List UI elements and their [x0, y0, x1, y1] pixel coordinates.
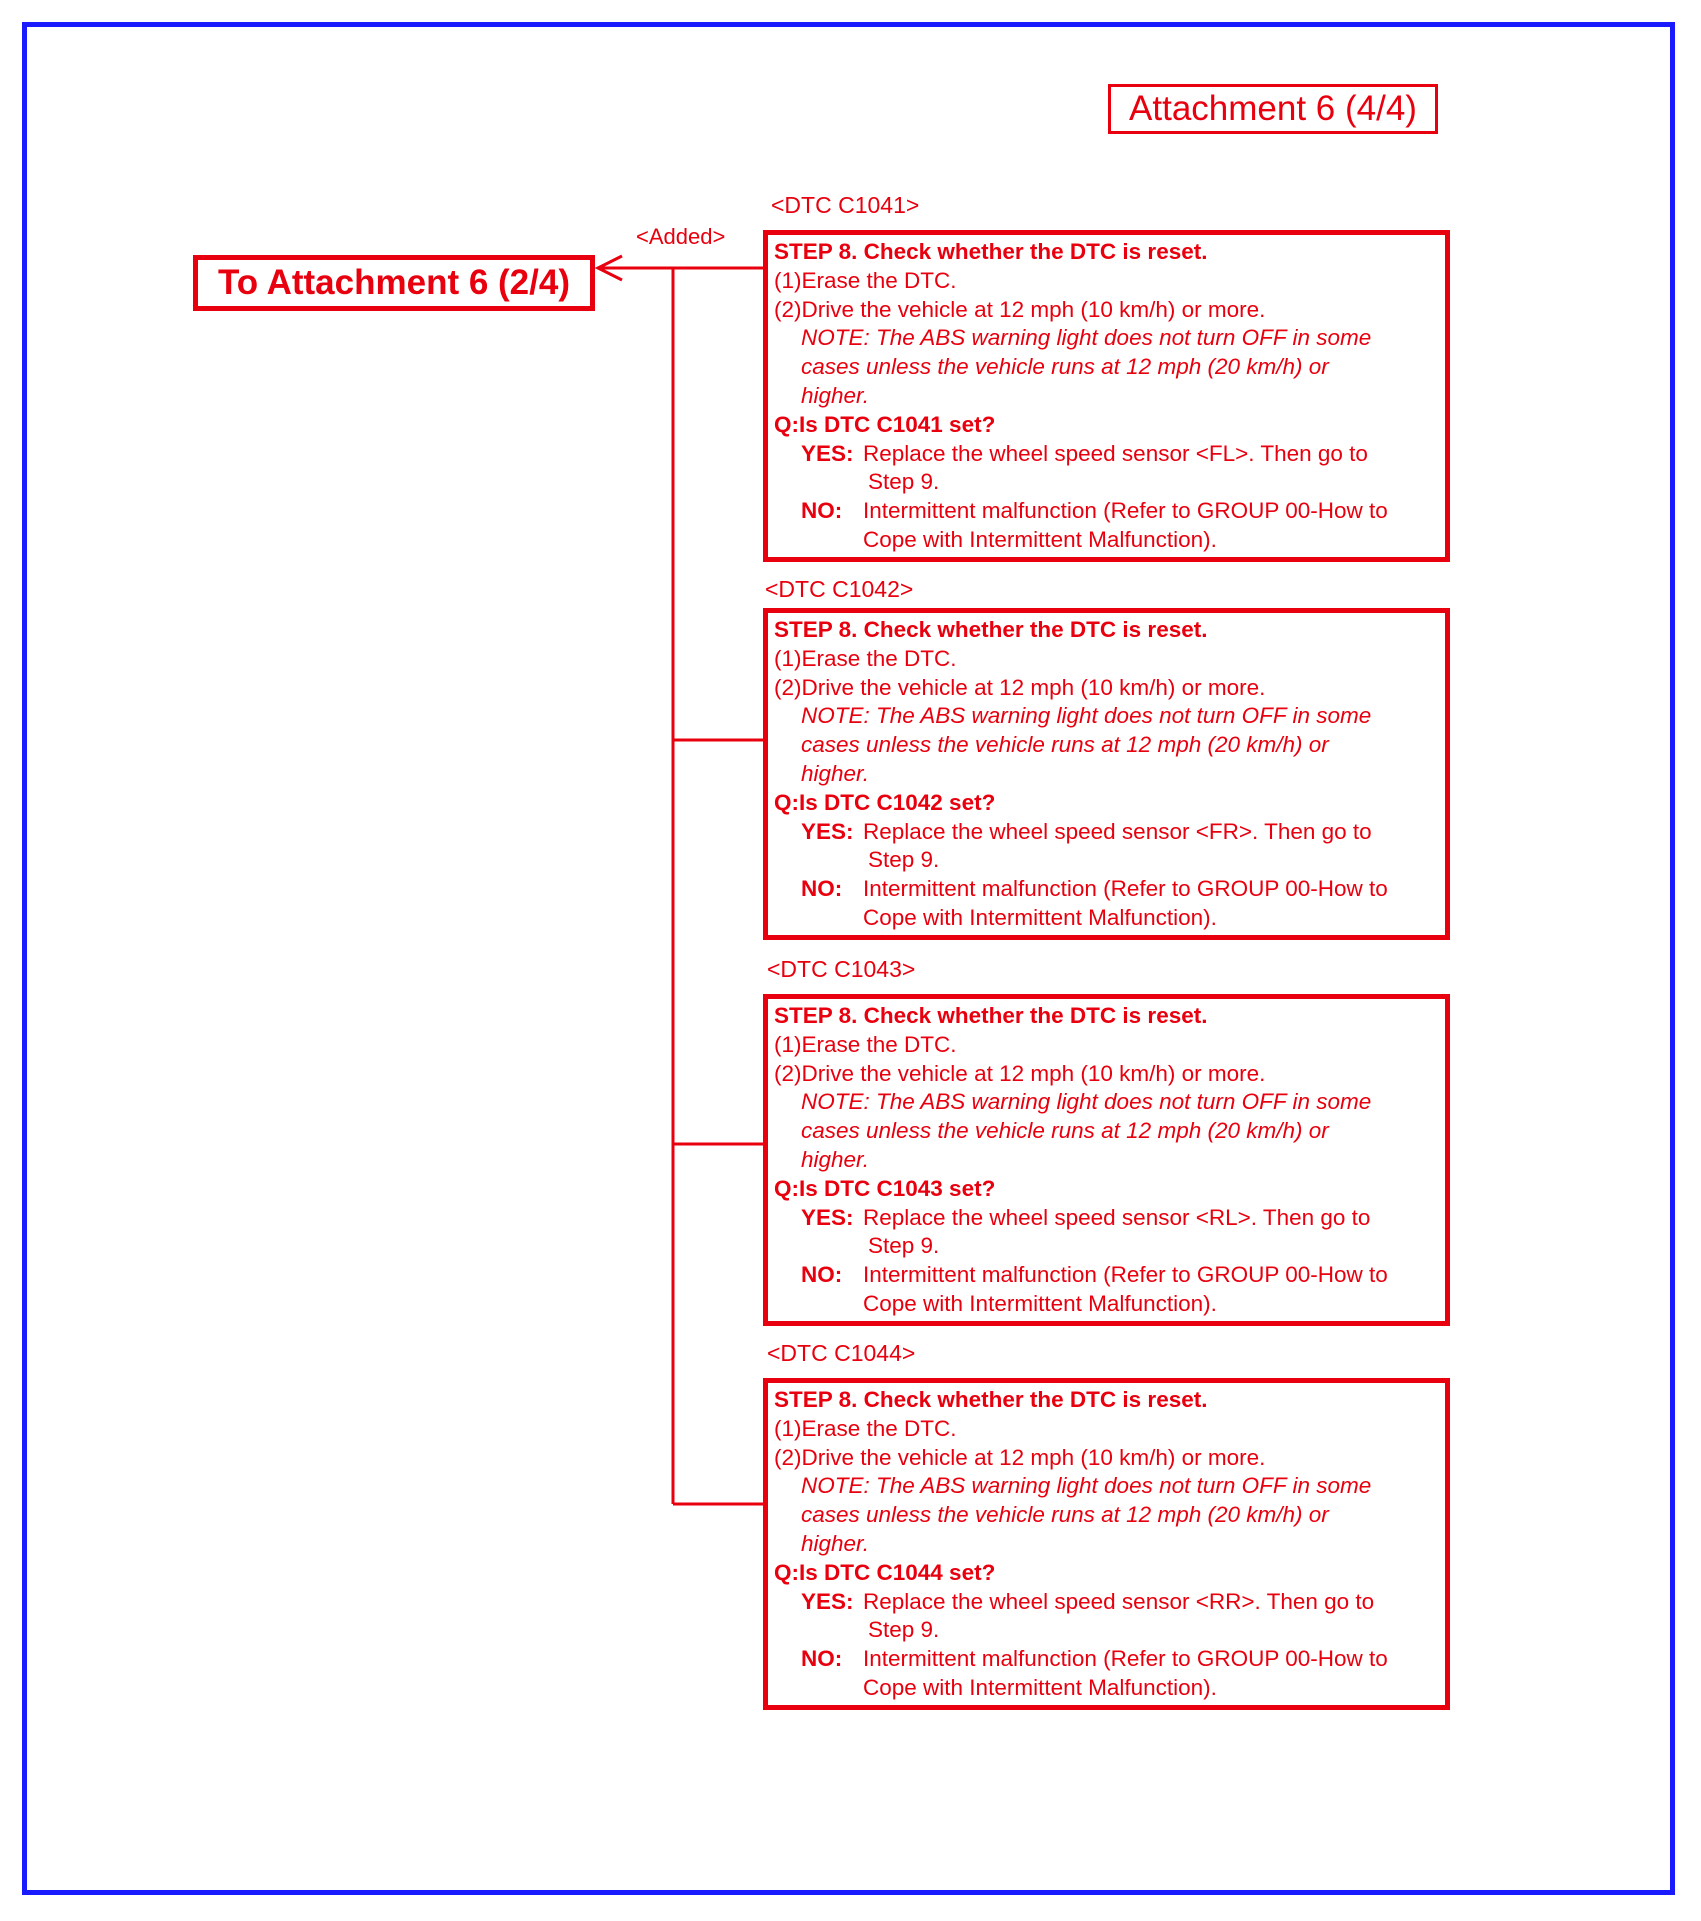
- yes-label: YES:: [801, 1588, 854, 1614]
- no-continuation: Cope with Intermittent Malfunction).: [863, 526, 1217, 552]
- note-line: higher.: [801, 1146, 869, 1172]
- no-label: NO:: [801, 1646, 843, 1672]
- note-line: higher.: [801, 382, 869, 408]
- dtc-label-c1043: <DTC C1043>: [767, 956, 916, 982]
- no-label: NO:: [801, 1262, 843, 1288]
- no-label: NO:: [801, 876, 843, 902]
- no-answer: [774, 1261, 1445, 1290]
- yes-answer: [774, 440, 1445, 469]
- yes-continuation: Step 9.: [868, 1233, 940, 1259]
- no-answer: [774, 497, 1445, 526]
- step-title: STEP 8. Check whether the DTC is reset.: [774, 1003, 1208, 1028]
- question: Q:Is DTC C1042 set?: [774, 789, 996, 815]
- yes-continuation: Step 9.: [868, 469, 940, 495]
- step-erase: (1)Erase the DTC.: [774, 1415, 957, 1441]
- note-line: cases unless the vehicle runs at 12 mph (20 km/h) or: [801, 1502, 1329, 1528]
- step-box-c1042: [763, 608, 1450, 940]
- no-label: NO:: [801, 498, 843, 524]
- yes-continuation: Step 9.: [868, 1617, 940, 1643]
- yes-text: Replace the wheel speed sensor <FL>. Then go to: [863, 440, 1368, 466]
- dtc-label-c1044: <DTC C1044>: [767, 1340, 916, 1366]
- yes-text: Replace the wheel speed sensor <RL>. Then go to: [863, 1204, 1371, 1230]
- step-erase: (1)Erase the DTC.: [774, 1031, 957, 1057]
- note-line: NOTE: The ABS warning light does not turn OFF in some: [801, 325, 1372, 351]
- question: Q:Is DTC C1041 set?: [774, 411, 996, 437]
- question: Q:Is DTC C1044 set?: [774, 1559, 996, 1585]
- note-line: NOTE: The ABS warning light does not turn OFF in some: [801, 703, 1372, 729]
- step-drive: (2)Drive the vehicle at 12 mph (10 km/h) or more.: [774, 1060, 1266, 1086]
- no-answer: [774, 1645, 1445, 1674]
- question: Q:Is DTC C1043 set?: [774, 1175, 996, 1201]
- step-drive: (2)Drive the vehicle at 12 mph (10 km/h) or more.: [774, 1444, 1266, 1470]
- step-title: STEP 8. Check whether the DTC is reset.: [774, 239, 1208, 264]
- to-attachment-link[interactable]: To Attachment 6 (2/4): [193, 255, 595, 311]
- yes-text: Replace the wheel speed sensor <RR>. Then go to: [863, 1588, 1375, 1614]
- dtc-label-c1042: <DTC C1042>: [765, 576, 914, 602]
- attachment-title: Attachment 6 (4/4): [1108, 84, 1438, 134]
- added-label: <Added>: [636, 224, 726, 249]
- yes-answer: [774, 1204, 1445, 1233]
- no-text: Intermittent malfunction (Refer to GROUP 00-How to: [863, 1262, 1388, 1288]
- yes-label: YES:: [801, 440, 854, 466]
- step-erase: (1)Erase the DTC.: [774, 267, 957, 293]
- step-box-c1044: [763, 1378, 1450, 1710]
- no-continuation: Cope with Intermittent Malfunction).: [863, 904, 1217, 930]
- yes-text: Replace the wheel speed sensor <FR>. Then go to: [863, 818, 1372, 844]
- note-line: NOTE: The ABS warning light does not turn OFF in some: [801, 1089, 1372, 1115]
- no-answer: [774, 875, 1445, 904]
- note-line: cases unless the vehicle runs at 12 mph (20 km/h) or: [801, 354, 1329, 380]
- no-continuation: Cope with Intermittent Malfunction).: [863, 1674, 1217, 1700]
- yes-label: YES:: [801, 1204, 854, 1230]
- dtc-label-c1041: <DTC C1041>: [771, 192, 920, 218]
- note-line: cases unless the vehicle runs at 12 mph (20 km/h) or: [801, 732, 1329, 758]
- note-line: cases unless the vehicle runs at 12 mph (20 km/h) or: [801, 1118, 1329, 1144]
- no-text: Intermittent malfunction (Refer to GROUP 00-How to: [863, 498, 1388, 524]
- no-text: Intermittent malfunction (Refer to GROUP 00-How to: [863, 1646, 1388, 1672]
- note-line: higher.: [801, 1530, 869, 1556]
- yes-label: YES:: [801, 818, 854, 844]
- step-erase: (1)Erase the DTC.: [774, 645, 957, 671]
- step-drive: (2)Drive the vehicle at 12 mph (10 km/h) or more.: [774, 674, 1266, 700]
- note-line: NOTE: The ABS warning light does not turn OFF in some: [801, 1473, 1372, 1499]
- yes-answer: [774, 1588, 1445, 1617]
- no-text: Intermittent malfunction (Refer to GROUP 00-How to: [863, 876, 1388, 902]
- step-title: STEP 8. Check whether the DTC is reset.: [774, 617, 1208, 642]
- yes-continuation: Step 9.: [868, 847, 940, 873]
- note-line: higher.: [801, 760, 869, 786]
- yes-answer: [774, 818, 1445, 847]
- step-drive: (2)Drive the vehicle at 12 mph (10 km/h) or more.: [774, 296, 1266, 322]
- step-box-c1043: [763, 994, 1450, 1326]
- no-continuation: Cope with Intermittent Malfunction).: [863, 1290, 1217, 1316]
- step-box-c1041: [763, 230, 1450, 562]
- step-title: STEP 8. Check whether the DTC is reset.: [774, 1387, 1208, 1412]
